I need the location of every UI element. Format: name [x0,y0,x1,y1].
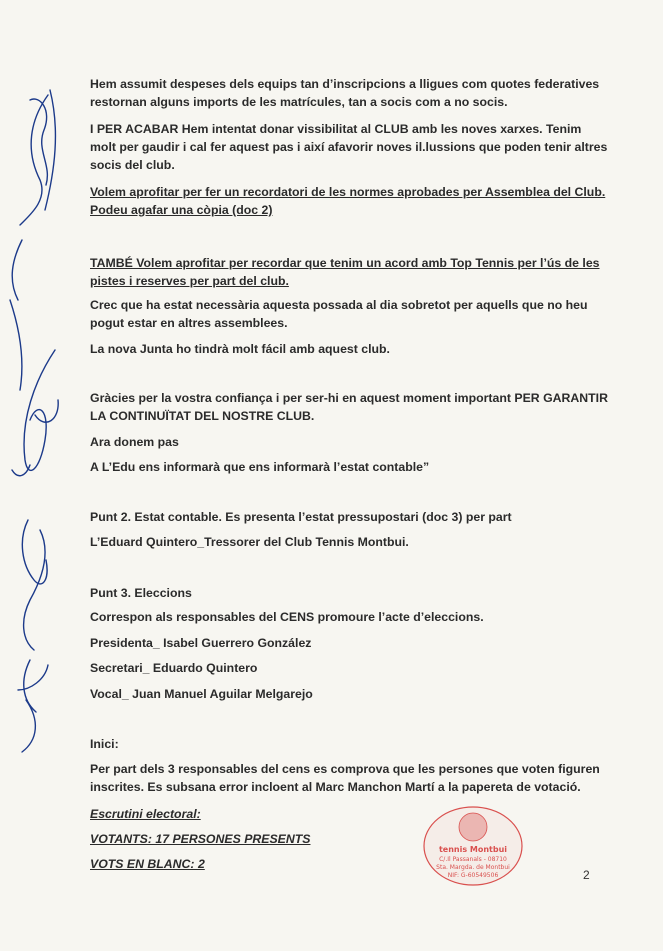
club-stamp [422,805,524,887]
paragraph-posada-al-dia: Crec que ha estat necessària aquesta possada al dia sobretot per aquells que no heu pogut estar en altres assemblees. [90,298,588,330]
paragraph-recordatori-normes: Volem aprofitar per fer un recordatori de les normes aprobades per Assemblea del Club. Podeu agafar una còpia (doc 2) [90,185,606,217]
paragraph-vots-blanc: VOTS EN BLANC: 2 [90,857,205,871]
paragraph-presidenta: Presidenta_ Isabel Guerrero González [90,636,312,650]
paragraph-votants: VOTANTS: 17 PERSONES PRESENTS [90,832,311,846]
tennis-ball-icon [459,813,487,841]
paragraph-punt-3: Punt 3. Eleccions [90,586,192,600]
page-number: 2 [583,868,590,882]
paragraph-despeses: Hem assumit despeses dels equips tan d’inscripcions a lligues com quotes federatives restornan alguns imports de les matrícules, tan a socis com a no socis. [90,77,600,109]
paragraph-secretari: Secretari_ Eduardo Quintero [90,661,258,675]
signature-2 [10,300,58,476]
paragraph-tressorer: L’Eduard Quintero_Tressorer del Club Tennis Montbui. [90,535,409,549]
paragraph-gracies: Gràcies per la vostra confiança i per ser-hi en aquest moment important PER GARANTIR LA CONTINUÏTAT DEL NOSTRE CLUB. [90,391,608,423]
paragraph-per-acabar: I PER ACABAR Hem intentat donar vissibilitat al CLUB amb les noves xarxes. Tenim molt per gaudir i cal fer aquest pas i així afavorir noves il.lussions que poden tenir altres socis del club. [90,122,608,172]
paragraph-vocal: Vocal_ Juan Manuel Aguilar Melgarejo [90,687,313,701]
paragraph-edu-informara: A L’Edu ens informarà que ens informarà l’estat contable” [90,460,430,474]
signature-3 [22,520,47,650]
paragraph-nova-junta: La nova Junta ho tindrà molt fácil amb aquest club. [90,342,390,356]
stamp-address: C/.Il Passanals - 08710 [439,856,507,863]
signature-4 [18,660,48,752]
paragraph-verificacio-cens: Per part dels 3 responsables del cens es comprova que les persones que voten figuren inscrites. Es subsana error incloent al Marc Manchon Martí a la papereta de votació. [90,762,600,794]
paragraph-cens: Correspon als responsables del CENS promoure l’acte d’eleccions. [90,610,484,624]
paragraph-escrutini: Escrutini electoral: [90,807,201,821]
stamp-town: Sta. Margda. de Montbui [436,864,510,871]
margin-signatures [0,0,85,951]
paragraph-inici: Inici: [90,737,119,751]
paragraph-ara-donem-pas: Ara donem pas [90,435,179,449]
paragraph-punt-2: Punt 2. Estat contable. Es presenta l’estat pressupostari (doc 3) per part [90,510,512,524]
paragraph-acord-top-tennis: TAMBÉ Volem aprofitar per recordar que tenim un acord amb Top Tennis per l’ús de les pistes i reserves per part del club. [90,256,600,288]
signature-1 [12,90,55,300]
stamp-title: tennis Montbui [438,845,508,854]
stamp-nif: NIF: G-60549506 [447,872,499,879]
